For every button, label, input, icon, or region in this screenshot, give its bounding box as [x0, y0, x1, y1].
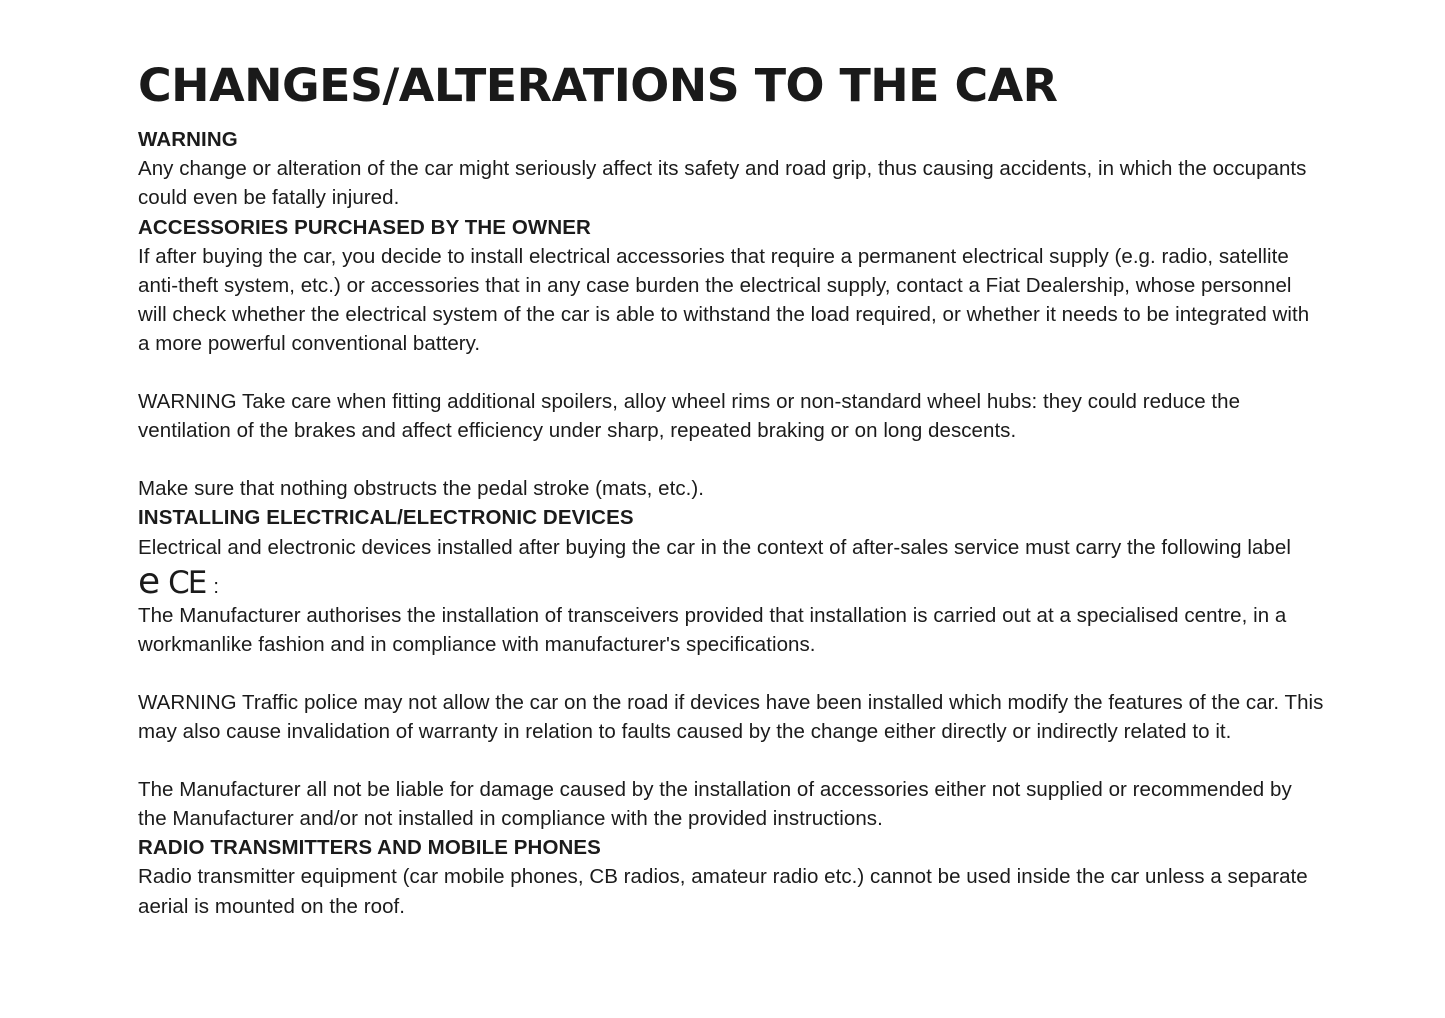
page-title: CHANGES/ALTERATIONS TO THE CAR: [138, 59, 1058, 112]
paragraph-pedal-stroke: Make sure that nothing obstructs the pedal stroke (mats, etc.).: [138, 477, 705, 501]
paragraph-accessories: If after buying the car, you decide to install electrical accessories that require a permanent electrical supply (e.g. radio, satellite anti-theft system, etc.) or accessories that in any case burden the electrical supply, contact a Fiat Dealership, whose personnel will check whether the electrical system of the car is able to withstand the load required, or whether it needs to be integrated with a more powerful conventional battery.: [138, 244, 1310, 356]
paragraph-spacer: [138, 358, 1325, 387]
paragraph-traffic-police-warning: WARNING Traffic police may not allow the car on the road if devices have been installed which modify the features of the car. This may also cause invalidation of warranty in relation to faults caused by the change either directly or indirectly related to it.: [138, 690, 1324, 743]
paragraph-spacer: [138, 445, 1325, 474]
approval-marks: [138, 560, 1325, 602]
paragraph-label-required: Electrical and electronic devices installed after buying the car in the context of after-sales service must carry the following label: [138, 535, 1291, 559]
paragraph-radio-transmitters: Radio transmitter equipment (car mobile phones, CB radios, amateur radio etc.) cannot be used inside the car unless a separate aerial is mounted on the roof.: [138, 865, 1308, 918]
paragraph-liability: The Manufacturer all not be liable for damage caused by the installation of accessories either not supplied or recommended by the Manufacturer and/or not installed in compliance with the provided instructions.: [138, 778, 1292, 831]
paragraph-spacer: [138, 746, 1325, 775]
section-heading-installing-devices: INSTALLING ELECTRICAL/ELECTRONIC DEVICES: [138, 506, 634, 530]
ce-mark-icon: CE: [168, 564, 206, 601]
e-mark-icon: e: [138, 560, 161, 602]
document-body: [138, 125, 1325, 920]
paragraph-transceivers: The Manufacturer authorises the installation of transceivers provided that installation is carried out at a specialised centre, in a workmanlike fashion and in compliance with manufacturer's specifications.: [138, 603, 1287, 656]
paragraph-spoilers-warning: WARNING Take care when fitting additional spoilers, alloy wheel rims or non-standard wheel hubs: they could reduce the ventilation of the brakes and affect efficiency under sharp, repeated braking or on long descents.: [138, 390, 1241, 443]
marks-trailing-colon: :: [213, 575, 219, 598]
paragraph-warning: Any change or alteration of the car might seriously affect its safety and road grip, thus causing accidents, in which the occupants could even be fatally injured.: [138, 157, 1307, 210]
section-heading-accessories: ACCESSORIES PURCHASED BY THE OWNER: [138, 215, 591, 239]
section-heading-warning: WARNING: [138, 128, 238, 152]
paragraph-spacer: [138, 659, 1325, 688]
section-heading-radio-transmitters: RADIO TRANSMITTERS AND MOBILE PHONES: [138, 836, 601, 860]
